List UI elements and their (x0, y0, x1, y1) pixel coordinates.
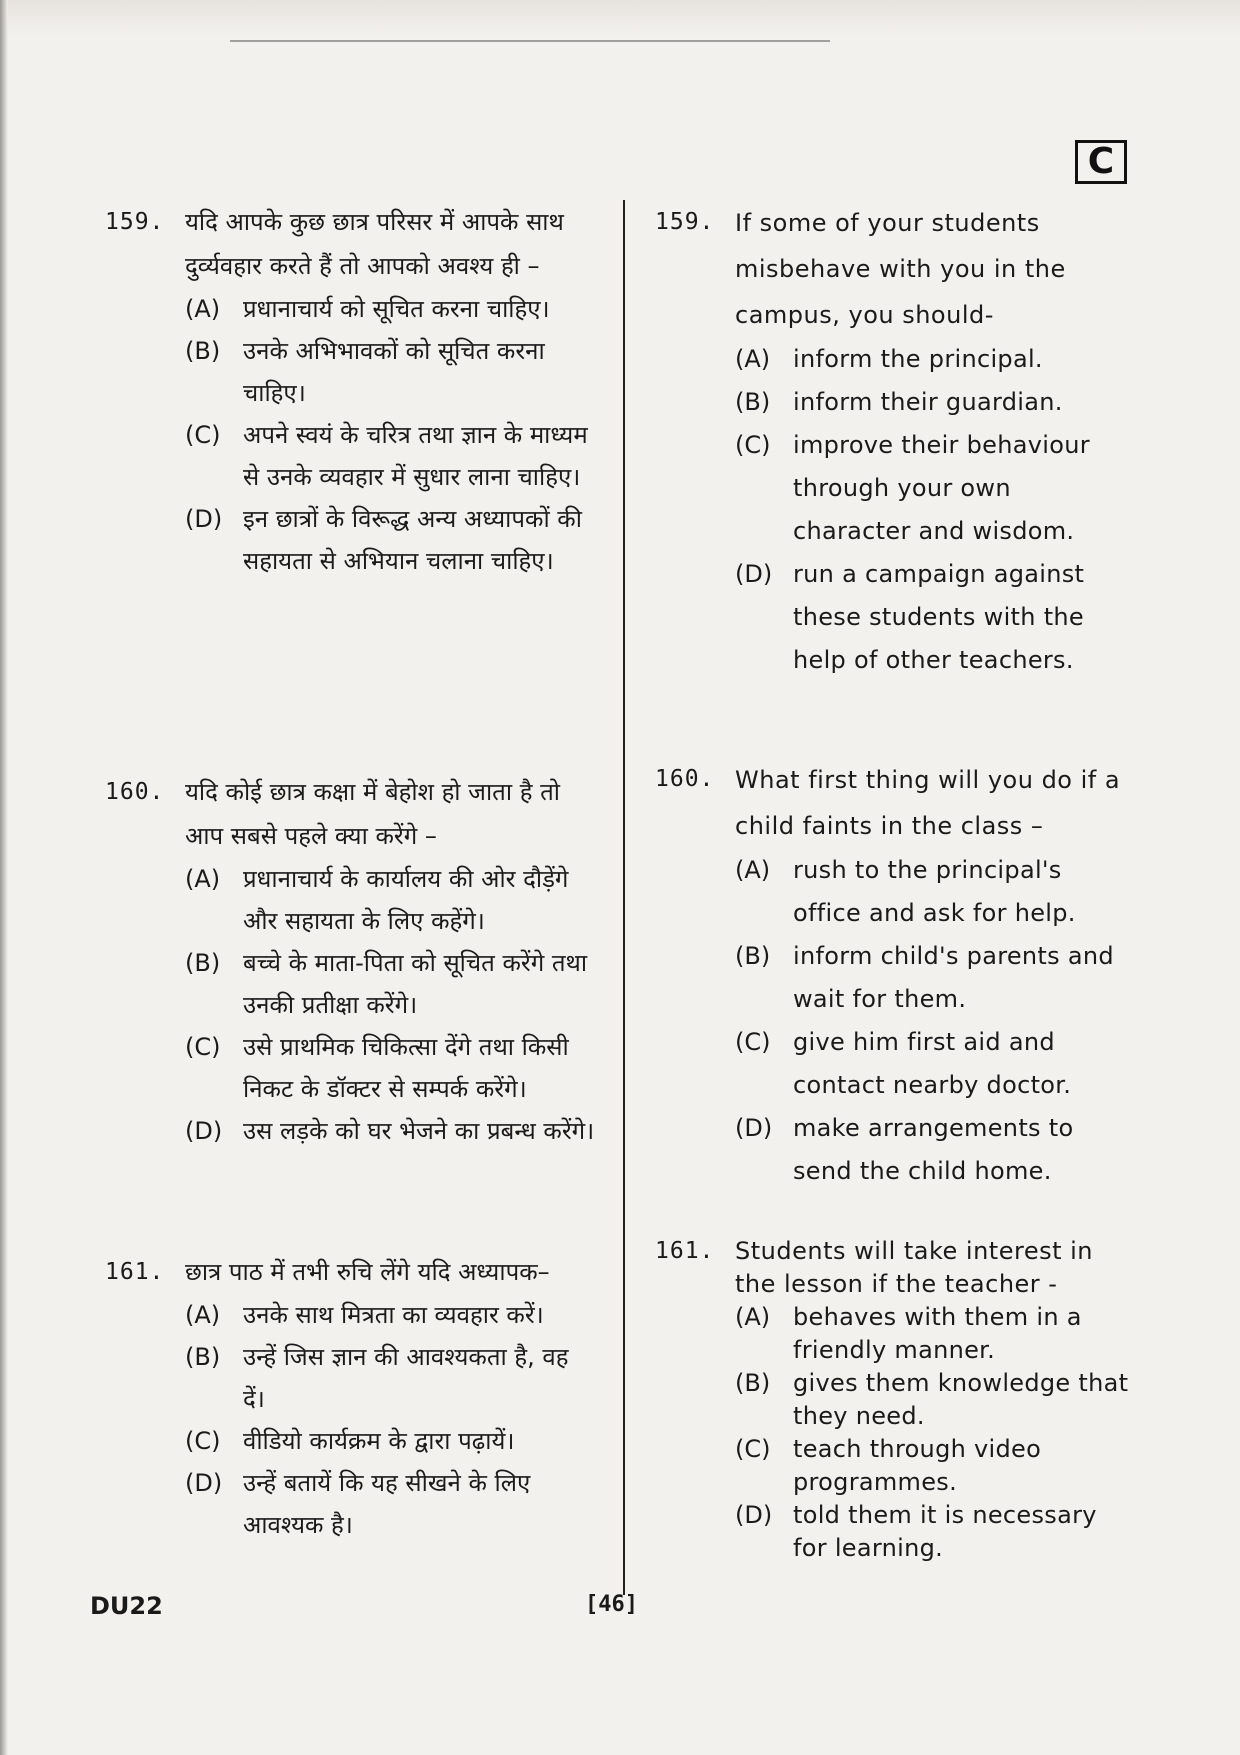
option-list (185, 1294, 595, 1546)
question-160-hindi (105, 770, 595, 1152)
option-c: (C) वीडियो कार्यक्रम के द्वारा पढ़ायें। (185, 1427, 515, 1455)
option-c: (C) उसे प्राथमिक चिकित्सा देंगे तथा किसी निकट के डॉक्टर से सम्पर्क करेंगे। (185, 1033, 569, 1103)
column-divider (623, 200, 625, 1595)
question-number: 160. (105, 779, 165, 805)
question-text: छात्र पाठ में तभी रुचि लेंगे यदि अध्यापक– (185, 1258, 550, 1286)
set-code-badge: C (1075, 140, 1127, 184)
option-a: (A) प्रधानाचार्य को सूचित करना चाहिए। (185, 295, 550, 323)
option-b: (B) inform child's parents and wait for them. (735, 942, 1114, 1013)
option-c: (C) improve their behaviour through your own character and wisdom. (735, 431, 1090, 545)
option-a: (A) inform the principal. (735, 345, 1043, 373)
question-number: 160. (655, 766, 715, 792)
option-d: (D) run a campaign against these students with the help of other teachers. (735, 560, 1085, 674)
option-c: (C) give him first aid and contact nearby doctor. (735, 1028, 1072, 1099)
option-d: (D) इन छात्रों के विरूद्ध अन्य अध्यापकों की सहायता से अभियान चलाना चाहिए। (185, 505, 582, 575)
option-list (185, 288, 595, 582)
booklet-code: DU22 (90, 1592, 163, 1620)
question-161-english (655, 1235, 1135, 1565)
option-b: (B) उनके अभिभावकों को सूचित करना चाहिए। (185, 337, 545, 407)
question-number: 159. (105, 209, 165, 235)
option-list (735, 849, 1135, 1193)
question-text: यदि कोई छात्र कक्षा में बेहोश हो जाता है तो आप सबसे पहले क्या करेंगे – (185, 778, 560, 850)
question-161-hindi (105, 1250, 595, 1546)
option-list (735, 1301, 1135, 1565)
option-b: (B) gives them knowledge that they need. (735, 1369, 1129, 1430)
option-d: (D) उन्हें बतायें कि यह सीखने के लिए आवश्यक है। (185, 1469, 531, 1539)
option-list (735, 338, 1135, 682)
option-d: (D) make arrangements to send the child home. (735, 1114, 1074, 1185)
question-text: यदि आपके कुछ छात्र परिसर में आपके साथ दुर्व्यवहार करते हैं तो आपको अवश्य ही – (185, 208, 564, 280)
scan-edge (0, 0, 1240, 36)
option-b: (B) inform their guardian. (735, 388, 1063, 416)
option-b: (B) बच्चे के माता-पिता को सूचित करेंगे तथा उनकी प्रतीक्षा करेंगे। (185, 949, 588, 1019)
question-159-hindi (105, 200, 595, 582)
option-c: (C) teach through video programmes. (735, 1435, 1042, 1496)
question-number: 159. (655, 209, 715, 235)
option-c: (C) अपने स्वयं के चरित्र तथा ज्ञान के माध्यम से उनके व्यवहार में सुधार लाना चाहिए। (185, 421, 588, 491)
question-number: 161. (655, 1238, 715, 1264)
option-list (185, 858, 595, 1152)
option-a: (A) rush to the principal's office and ask for help. (735, 856, 1076, 927)
question-160-english (655, 757, 1135, 1193)
option-a: (A) behaves with them in a friendly manner. (735, 1303, 1082, 1364)
option-b: (B) उन्हें जिस ज्ञान की आवश्यकता है, वह दें। (185, 1343, 569, 1413)
option-a: (A) प्रधानाचार्य के कार्यालय की ओर दौड़ेंगे और सहायता के लिए कहेंगे। (185, 865, 569, 935)
question-number: 161. (105, 1259, 165, 1285)
option-d: (D) उस लड़के को घर भेजने का प्रबन्ध करेंगे। (185, 1117, 595, 1145)
top-rule (230, 40, 830, 42)
question-159-english (655, 200, 1135, 682)
question-text: If some of your students misbehave with you in the campus, you should- (735, 209, 1066, 329)
page-number: [46] (585, 1592, 638, 1617)
option-a: (A) उनके साथ मित्रता का व्यवहार करें। (185, 1301, 544, 1329)
option-d: (D) told them it is necessary for learning. (735, 1501, 1097, 1562)
question-text: Students will take interest in the lesson if the teacher - (735, 1237, 1094, 1298)
scan-edge-left (0, 0, 8, 1755)
question-text: What first thing will you do if a child faints in the class – (735, 766, 1121, 840)
